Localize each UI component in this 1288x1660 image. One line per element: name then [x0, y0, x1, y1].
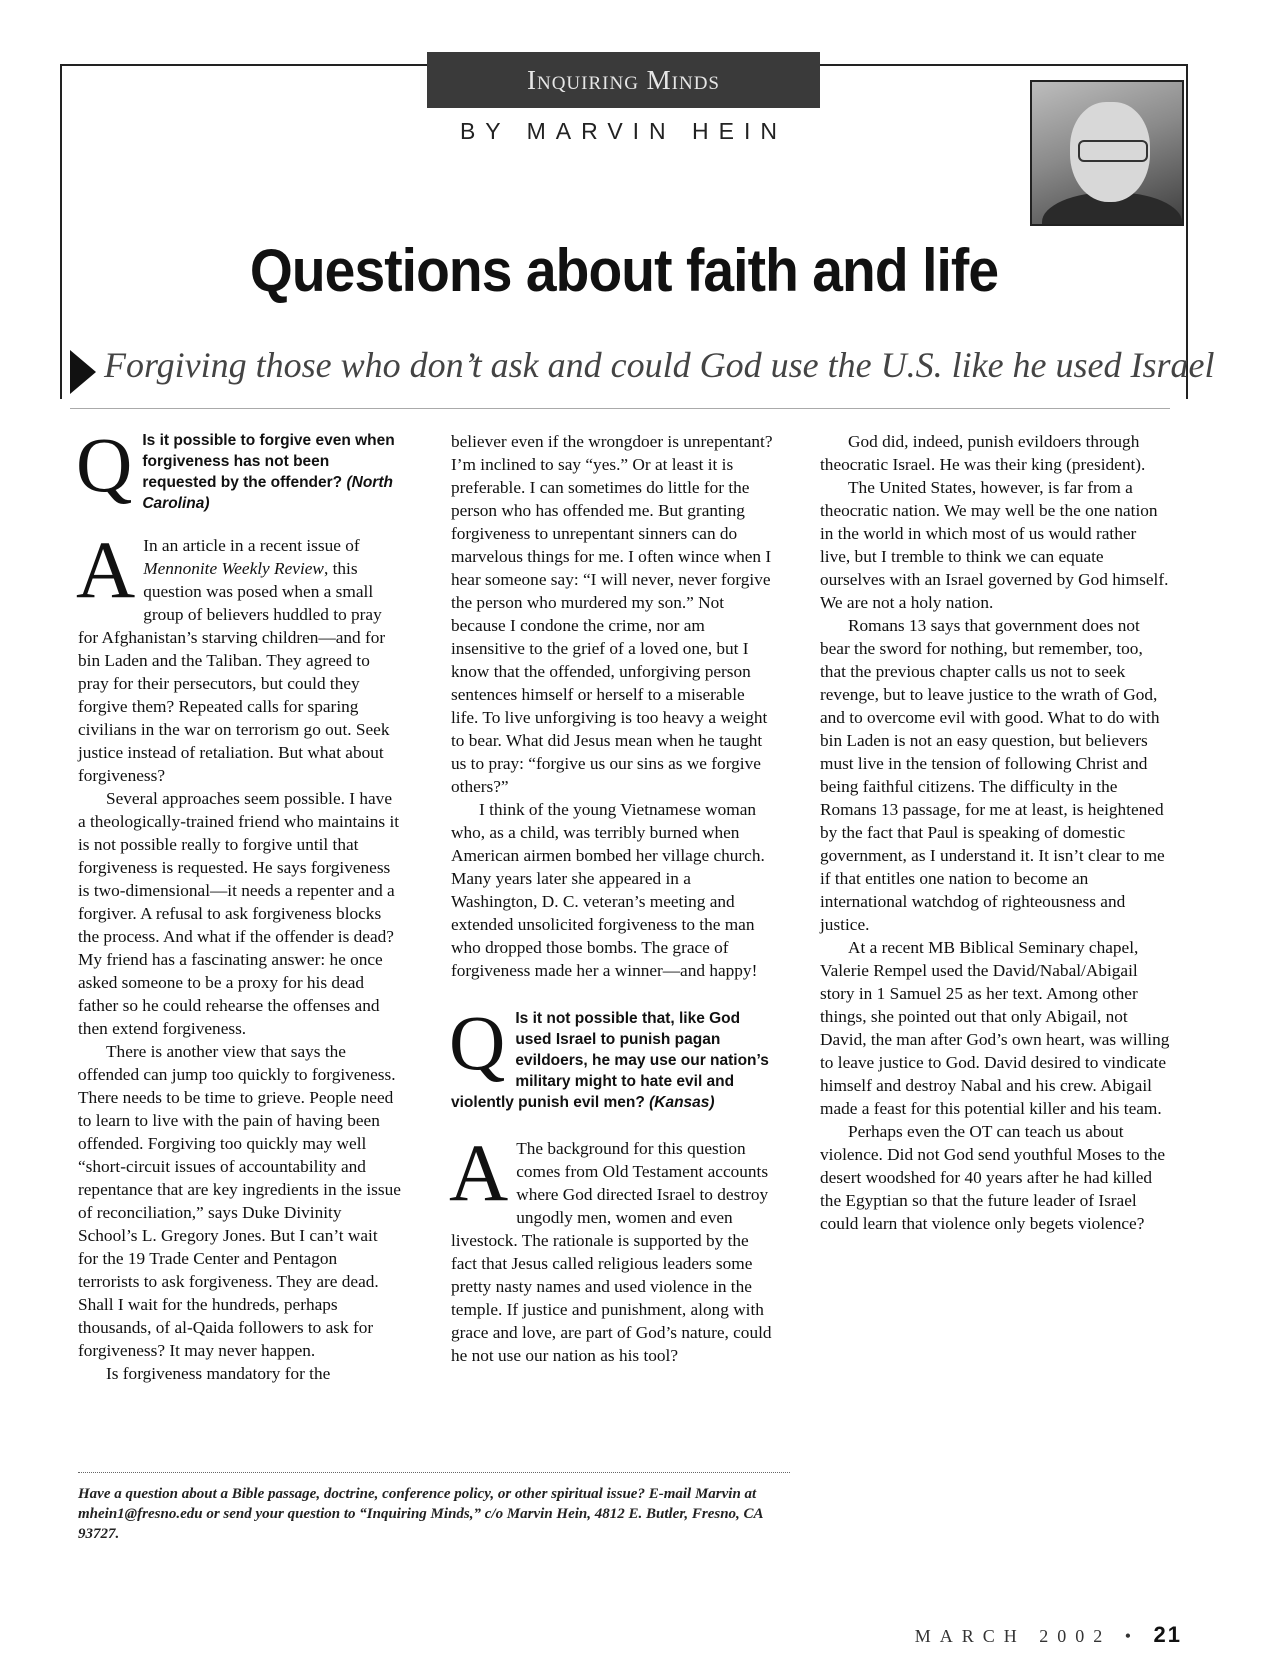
answer-2-paragraph-5: At a recent MB Biblical Seminary chapel, Valerie Rempel used the David/Nabal/Abigail story in 1 Samuel 25 as her text. Among other things, she pointed out that only Abigail, not David, the man after God’s own heart, was willing to leave justice to God. David desired to vindicate himself and destroy Nabal and his crew. Abigail made a feast for this potential killer and his team. [820, 938, 1170, 1118]
text-column-1 [76, 421, 402, 1385]
question-2-location: (Kansas) [649, 1094, 715, 1111]
answer-2 [449, 1127, 774, 1367]
byline: BY MARVIN HEIN [459, 118, 788, 144]
article-title: Questions about faith and life [249, 237, 999, 304]
photo-glasses [1078, 140, 1148, 162]
paragraph-text: , this question was posed when a small group of believers huddled to pray for Afghanistan’s starving children—and for bin Laden and the Taliban. They agreed to pray for their persecutors, but could they forgive them? Repeated calls for sparing civilians in the war on terrorism go out. Seek justice instead of retaliation. But what about forgiveness? [78, 559, 390, 785]
answer-2-paragraph-3: The United States, however, is far from a theocratic nation. We may well be the one nation in the world in which most of us would rather live, but I tremble to think we can equate ourselves with an Israel governed by God himself. We are not a holy nation. [820, 478, 1169, 612]
question-1-location: (North Carolina) [142, 474, 393, 512]
text-column-3 [820, 430, 1170, 1235]
paragraph-text: In an article in a recent issue of [143, 536, 360, 555]
question-1-body: Is it possible to forgive even when forgiveness has not been requested by the offender? [142, 432, 395, 491]
subtitle-row [70, 340, 1215, 400]
answer-dropcap: A [449, 1127, 509, 1218]
answer-1-paragraph-4-cont: believer even if the wrongdoer is unrepentant? I’m inclined to say “yes.” Or at least it is preferable. I can sometimes do little for the person who has offended me. But granting forgiveness to unrepentant sinners can do marvelous things for me. I often wince when I hear someone say: “I will never, never forgive the person who murdered my son.” Not because I condone the crime, nor am insensitive to the grief of a loved one, but I know that the offended, unforgiving person sentences himself or herself to a miserable life. To live unforgiving is too heavy a weight to bear. What did Jesus mean when he taught us to pray: “forgive us our sins as we forgive others?” [451, 432, 773, 796]
publication-name: Mennonite Weekly Review [143, 559, 324, 578]
text-column-2 [451, 430, 774, 1367]
answer-1-paragraph-4-start: Is forgiveness mandatory for the [106, 1364, 331, 1383]
question-dropcap: Q [76, 421, 133, 508]
answer-1-paragraph-3: There is another view that says the offended can jump too quickly to forgiveness. There needs to be time to grieve. People need to learn to live with the pain of having been offended. Forgiving too quickly may well “short-circuit issues of accountability and repentance that are key ingredients in the issue of reconciliation,” says Duke Divinity School’s L. Gregory Jones. But I can’t wait for the 19 Trade Center and Pentagon terrorists to ask forgiveness. They are dead. Shall I wait for the hundreds, perhaps thousands, of al-Qaida followers to ask for forgiveness? It may never happen. [78, 1042, 401, 1360]
divider-rule [70, 408, 1170, 409]
contact-note: Have a question about a Bible passage, doctrine, conference policy, or other spiritual issue? E-mail Marvin at mhein1@fresno.edu or send your question to “Inquiring Minds,” c/o Marvin Hein, 4812 E. Butler, Fresno, CA 93727. [78, 1486, 763, 1542]
answer-1-paragraph-2: Several approaches seem possible. I have a theologically-trained friend who maintains it is not possible really to forgive until that forgiveness is requested. He says forgiveness is two-dimensional—it needs a repenter and a forgiver. A refusal to ask forgiveness blocks the process. And what if the offender is dead? My friend has a fascinating answer: he once asked someone to be a proxy for his dead father so he could rehearse the offenses and then extend forgiveness. [78, 789, 400, 1038]
column-banner: Inquiring Minds [427, 52, 820, 108]
footer-divider [78, 1472, 790, 1473]
folio-separator: • [1124, 1626, 1141, 1646]
frame-rule-left [60, 64, 62, 399]
author-photo [1030, 80, 1184, 226]
question-2 [449, 999, 774, 1113]
answer-2-paragraph-4: Romans 13 says that government does not bear the sword for nothing, but remember, too, that the previous chapter calls us not to seek revenge, but to leave justice to the wrath of God, and to overcome evil with good. What to do with bin Laden is not an easy question, but believers must live in the tension of following Christ and being faithful citizens. The difficulty in the Romans 13 passage, for me at least, is heightened by the fact that Paul is speaking of domestic government, as I understand it. It isn’t clear to me if that entitles one nation to become an international watchdog of righteousness and justice. [820, 616, 1165, 934]
answer-1-paragraph-5: I think of the young Vietnamese woman who, as a child, was terribly burned when American airmen bombed her village church. Many years later she appeared in a Washington, D. C. veteran’s meeting and extended unsolicited forgiveness to the man who dropped those bombs. The grace of forgiveness made her a winner—and happy! [451, 800, 765, 980]
answer-2-paragraph-2: God did, indeed, punish evildoers through theocratic Israel. He was their king (president). [820, 432, 1146, 474]
article-subtitle: Forgiving those who don’t ask and could God use the U.S. like he used Israel [104, 345, 1215, 385]
answer-2-paragraph-6: Perhaps even the OT can teach us about violence. Did not God send youthful Moses to the desert woodshed for 40 years after he had killed the Egyptian so that the future leader of Israel could learn that violence only begets violence? [820, 1122, 1166, 1233]
question-1 [76, 421, 402, 514]
triangle-arrow-icon [70, 350, 96, 394]
answer-1 [76, 524, 402, 1385]
page-number: 21 [1153, 1622, 1182, 1647]
question-dropcap: Q [449, 999, 506, 1086]
issue-date: MARCH 2002 [914, 1626, 1112, 1646]
answer-dropcap: A [76, 524, 136, 615]
answer-2-paragraph-1: The background for this question comes from Old Testament accounts where God directed Israel to destroy ungodly men, women and even livestock. The rationale is supported by the fact that Jesus called religious leaders some pretty nasty names and used violence in the temple. If justice and punishment, along with grace and love, are part of God’s nature, could he not use our nation as his tool? [451, 1139, 772, 1365]
page-folio [870, 1622, 1182, 1648]
question-2-body: Is it not possible that, like God used Israel to punish pagan evildoers, he may use our nation’s military might to hate evil and violently punish evil men? [451, 1010, 769, 1111]
